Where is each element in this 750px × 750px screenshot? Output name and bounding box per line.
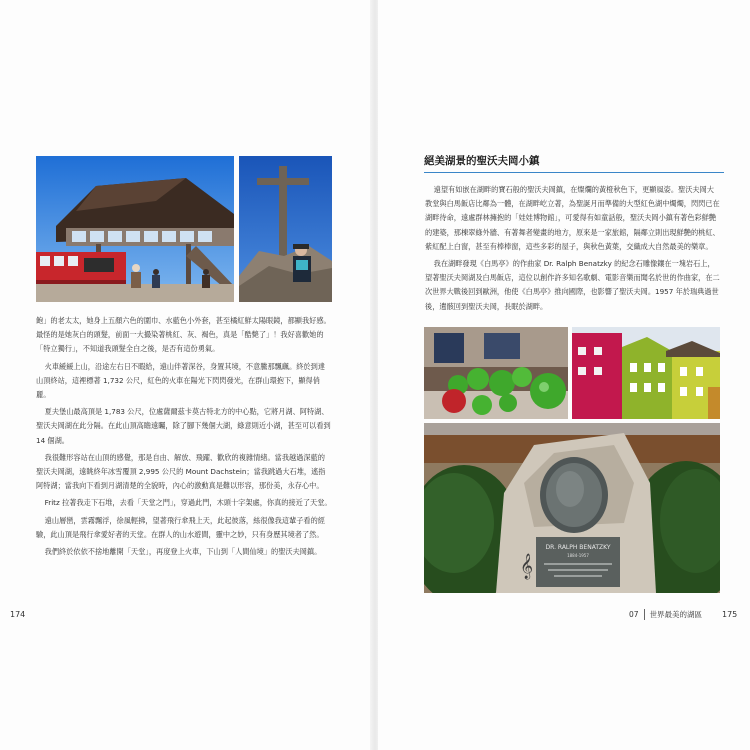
section-heading: 絕美湖景的聖沃夫岡小鎮 bbox=[424, 155, 540, 167]
left-paragraph: 我們終於依依不捨地離開「天堂」，再度登上火車，下山到「人間仙境」的聖沃夫岡鎮。 bbox=[44, 547, 322, 557]
heading-rule bbox=[424, 172, 724, 173]
right-paragraph: 我在湖畔發現《白馬亭》的作曲家 Dr. Ralph Benatzky 的紀念石雕像鑲在一塊岩石上，望著聖沃夫岡湖及白馬飯店，這位以創作許多知名歌劇、電影音樂而聞名於世的作曲家，在二次世界大戰後回到歐洲，他使《白馬亭》推向國際，也影響了聖沃夫岡。1957 年於瑞典過世後，遺骸回到聖沃夫岡，長眠於湖畔。 bbox=[425, 259, 720, 311]
apples-photo bbox=[424, 327, 568, 419]
right-page-number: 175 bbox=[722, 610, 738, 619]
buildings-photo bbox=[572, 327, 720, 419]
summit-cross-photo bbox=[239, 156, 332, 302]
left-paragraph: 夏夫堡山最高頂是 1,783 公尺，位處薩爾茲卡莫古特北方的中心點，它將月湖、阿特湖、聖沃夫岡湖在此分隔。在此山頂高瞻遠矚，除了腳下幾個大湖，綠意則近小湖，甚至可以看到 14 個湖。 bbox=[36, 407, 331, 445]
left-paragraph: 飽」的老太太，她身上五顏六色的圍巾、水藍色小外套，甚至橘紅鮮太陽眼鏡，都顯我好感。最怪的是她灰白的頭髮，前面一大撮染著桃紅、灰、褐色，真是「酷斃了」！我好喜歡她的「特立獨行」，不知道我頭髮全白之後，是否有這份勇氣。 bbox=[36, 316, 331, 354]
left-page bbox=[0, 0, 372, 750]
footer-separator bbox=[644, 609, 645, 620]
chapter-number: 07 bbox=[629, 610, 639, 619]
left-paragraph: Fritz 拉著我走下石堆，去看「天堂之門」，穿過此門，木頭十字架處，你真的接近了天堂。 bbox=[44, 498, 332, 508]
right-footer bbox=[629, 609, 702, 620]
plaque-title: DR. RALPH BENATZKY bbox=[545, 544, 611, 551]
treble-clef-icon: 𝄞 bbox=[520, 554, 534, 579]
plaque-years: 1884-1957 bbox=[567, 553, 589, 558]
right-body-text bbox=[425, 183, 721, 317]
left-page-number: 174 bbox=[10, 610, 26, 619]
left-paragraph: 火車緩緩上山，沿途左右日不暇給，遠山伴著深谷，身置其境，不意騰那飄颻。終於到達山頂終站，這裡標著 1,732 公尺，紅色的火車在陽光下閃閃發光，在群山環抱下，顯得俏麗。 bbox=[36, 361, 325, 400]
left-paragraph: 遠山層巒，雲霧飄浮，徐風輕拂，望著飛行傘飛上天，此起彼落，絲很像我這輩子看的經驗，此山頂是飛行傘愛好者的天堂。在群人的山水遊間，靈中之妙，只有身歷其境者了然。 bbox=[36, 515, 325, 539]
station-photo bbox=[36, 156, 234, 302]
left-body-text bbox=[36, 314, 332, 562]
chapter-title: 世界最美的湖區 bbox=[649, 610, 703, 619]
right-paragraph: 遠望有如嵌在湖畔的寶石般的聖沃夫岡鎮，在燦爛的黃橙秋色下，更顯風姿。聖沃夫岡大教堂與白馬飯店比鄰為一體，在湖畔屹立著，為聖誕月而準備的大型紅色湖中燭燭，閃閃已在湖畔待命，遠處群林擁抱的「娃娃博物館」，可愛得有如童話般，聖沃夫岡小鎮有著色彩鮮艷的建築，那棟翠綠外牆、有著舞者變畫的地方，原來是一家旅館，隔鄰立則出現鮮艷的桃紅、紫紅配上白窗，甚至有棒棒窗，這些多彩的屋子，與秋色黃葉，交織成大自然最美的樂章。 bbox=[425, 185, 720, 251]
left-paragraph: 我很難形容站在山頂的感覺，那是自由、解放、飛躍、歡欣的複雜情緒。當我越過深藍的聖沃夫岡湖，遠眺終年冰雪覆頂 2,995 公尺的 Mount Dachstein；當我跳過大石堆，遙指阿特湖；當我向下看到月湖清楚的全貌時，內心的激動真是難以形容，那份美，永存心中。 bbox=[36, 452, 326, 491]
memorial-photo bbox=[424, 423, 720, 593]
